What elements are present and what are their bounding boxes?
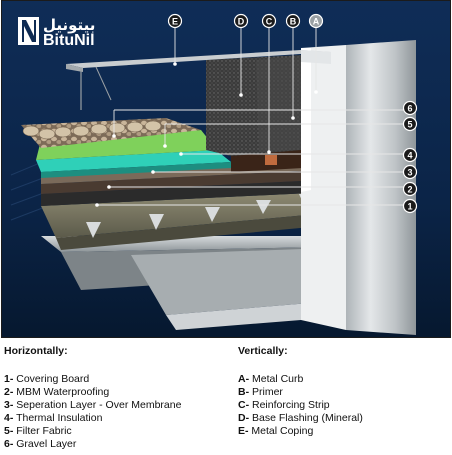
callout-2-label: 2: [407, 184, 413, 195]
legend-item: [238, 425, 363, 438]
callout-1: [404, 200, 417, 213]
legend-key: 6-: [4, 438, 14, 450]
legend-vertical-title: Vertically:: [238, 345, 288, 357]
callout-6-label: 6: [407, 103, 413, 114]
legend-key: 1-: [4, 373, 14, 385]
callout-4: [404, 149, 417, 162]
roof-detail-illustration: [1, 0, 451, 338]
legend-text: Reinforcing Strip: [249, 399, 330, 411]
logo-arabic: بيتونيل: [43, 16, 96, 34]
legend-key: 3-: [4, 399, 14, 411]
base-flashing-fold: [265, 155, 277, 165]
legend-key: E-: [238, 425, 249, 437]
callout-6: [404, 102, 417, 115]
legend-item: [238, 399, 363, 412]
callout-b-label: B: [289, 16, 297, 27]
legend-text: Filter Fabric: [13, 425, 72, 437]
callout-a-label: A: [312, 16, 320, 27]
legend-item: [4, 373, 181, 386]
legend-text: Seperation Layer - Over Membrane: [13, 399, 182, 411]
callout-5-label: 5: [407, 119, 413, 130]
legend-horizontal-title: Horizontally:: [4, 345, 68, 357]
callout-2: [404, 183, 417, 196]
primer-strip: [256, 56, 301, 152]
callout-1-label: 1: [407, 201, 413, 212]
legend-horizontal: [4, 345, 181, 451]
callout-d-label: D: [237, 16, 245, 27]
legend-key: 5-: [4, 425, 14, 437]
legend-item: [4, 399, 181, 412]
legend-item: [238, 412, 363, 425]
legend-text: Base Flashing (Mineral): [249, 412, 363, 424]
legend-text: Primer: [249, 386, 283, 398]
legend-text: Metal Curb: [249, 373, 304, 385]
legend-key: 4-: [4, 412, 14, 424]
logo-latin: BituNil: [43, 32, 95, 49]
legend-key: C-: [238, 399, 250, 411]
callout-e-label: E: [171, 16, 179, 27]
legend-text: Metal Coping: [248, 425, 314, 437]
callout-e: [169, 15, 182, 28]
bitunil-logo: [18, 16, 95, 49]
legend-text: Gravel Layer: [13, 438, 77, 450]
legend-key: 2-: [4, 386, 14, 398]
legend-text: Thermal Insulation: [13, 412, 103, 424]
callout-3: [404, 166, 417, 179]
legend-item: [4, 425, 181, 438]
callout-5: [404, 118, 417, 131]
callout-b: [287, 15, 300, 28]
callout-4-label: 4: [407, 150, 413, 161]
legend-vertical: [238, 345, 363, 438]
legend-key: D-: [238, 412, 250, 424]
callout-d: [235, 15, 248, 28]
legend-text: MBM Waterproofing: [13, 386, 110, 398]
legend-text: Covering Board: [13, 373, 90, 385]
callout-c-label: C: [265, 16, 273, 27]
legend-key: A-: [238, 373, 250, 385]
legend-item: [238, 386, 363, 399]
legend-item: [4, 386, 181, 399]
legend-item: [238, 373, 363, 386]
callout-c: [263, 15, 276, 28]
callout-3-label: 3: [407, 167, 413, 178]
legend-key: B-: [238, 386, 250, 398]
callout-a: [310, 15, 323, 28]
legend-item: [4, 412, 181, 425]
legend-item: [4, 438, 181, 451]
metal-curb-wall: [301, 40, 416, 335]
